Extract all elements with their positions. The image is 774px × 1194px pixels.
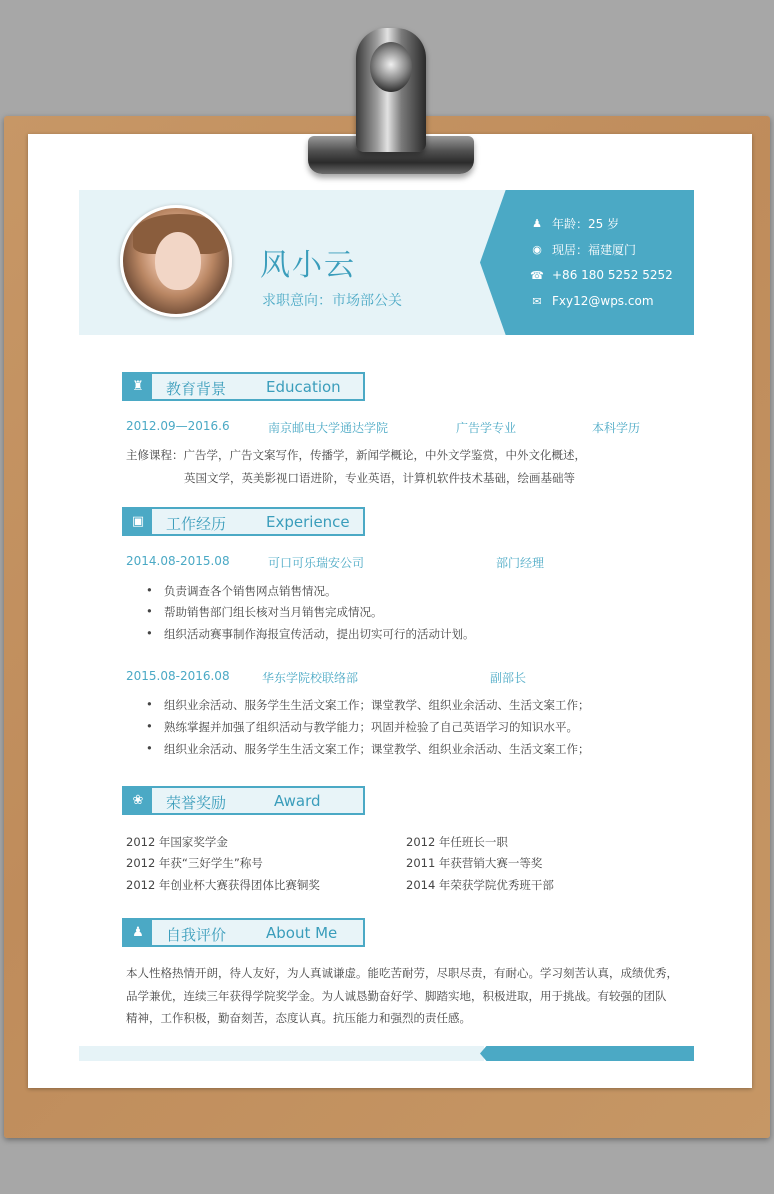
location-icon: ◉ [532, 242, 542, 256]
section-title-cn: 荣誉奖励 [166, 794, 227, 812]
job1-role: 部门经理 [496, 556, 545, 570]
contact-phone-text: +86 180 5252 5252 [552, 268, 673, 282]
contact-panel [480, 190, 694, 335]
award-item: 2014 年荣获学院优秀班干部 [406, 878, 554, 892]
education-school: 南京邮电大学通达学院 [268, 421, 389, 435]
section-awards [122, 786, 365, 815]
candidate-name: 风小云 [260, 248, 356, 283]
job1-period: 2014.08-2015.08 [126, 554, 230, 568]
list-item [146, 604, 383, 620]
phone-icon: ☎ [530, 268, 544, 282]
list-item [146, 697, 590, 713]
list-item-text: 帮助销售部门组长核对当月销售完成情况。 [164, 605, 383, 619]
contact-age-text: 年龄：25 岁 [552, 216, 620, 231]
award-item: 2012 年任班长一职 [406, 835, 508, 849]
leaf-icon: ❀ [124, 788, 152, 813]
section-education [122, 372, 365, 401]
education-courses-line2: 英国文学，英美影视口语进阶，专业英语，计算机软件技术基础，绘画基础等 [184, 471, 575, 485]
section-experience [122, 507, 365, 536]
education-period: 2012.09—2016.6 [126, 419, 230, 433]
list-item [146, 741, 590, 757]
section-title-en: Education [266, 378, 341, 396]
list-item-text: 负责调查各个销售网点销售情况。 [164, 584, 337, 598]
contact-email-text: Fxy12@wps.com [552, 294, 654, 308]
award-item: 2012 年获“三好学生”称号 [126, 856, 263, 870]
avatar [120, 205, 232, 317]
job2-company: 华东学院校联络部 [262, 671, 359, 685]
contact-phone [530, 265, 690, 285]
job2-role: 副部长 [490, 671, 527, 685]
contact-location [530, 239, 690, 259]
contact-email [530, 291, 690, 311]
section-about [122, 918, 365, 947]
about-line1: 本人性格热情开朗，待人友好，为人真诚谦虚。能吃苦耐劳，尽职尽责，有耐心。学习刻苦认真，成绩优秀， [126, 966, 678, 980]
person-icon: ♟ [124, 920, 152, 945]
education-degree: 本科学历 [592, 421, 641, 435]
footer-band-left [79, 1046, 484, 1061]
avatar-face [155, 232, 201, 290]
list-item [146, 583, 337, 599]
person-icon: ♟ [532, 216, 542, 230]
list-item-text: 组织业余活动、服务学生生活文案工作；课堂教学、组织业余活动、生活文案工作； [164, 742, 590, 756]
binder-clip-ring-icon [370, 42, 412, 92]
contact-location-text: 现居：福建厦门 [552, 242, 637, 257]
award-item: 2012 年国家奖学金 [126, 835, 228, 849]
section-title-cn: 教育背景 [166, 380, 227, 398]
section-title-en: Award [274, 792, 321, 810]
job1-company: 可口可乐瑞安公司 [268, 556, 365, 570]
section-title-en: Experience [266, 513, 350, 531]
graduation-cap-icon: ♜ [124, 374, 152, 399]
section-title-cn: 工作经历 [166, 515, 227, 533]
section-title-en: About Me [266, 924, 338, 942]
contact-age [530, 213, 690, 233]
education-major: 广告学专业 [456, 421, 517, 435]
about-line2: 品学兼优，连续三年获得学院奖学金。为人诚恳勤奋好学、脚踏实地，积极进取，用于挑战。有较强的团队 [126, 989, 667, 1003]
about-line3: 精神，工作积极，勤奋刻苦，态度认真。抗压能力和强烈的责任感。 [126, 1011, 471, 1025]
mail-icon: ✉ [532, 294, 542, 308]
list-item-text: 组织业余活动、服务学生生活文案工作；课堂教学、组织业余活动、生活文案工作； [164, 698, 590, 712]
list-item [146, 626, 475, 642]
section-title-cn: 自我评价 [166, 926, 227, 944]
award-item: 2011 年获营销大赛一等奖 [406, 856, 543, 870]
job-intent: 求职意向：市场部公关 [262, 293, 402, 309]
mouse-icon: ▣ [124, 509, 152, 534]
education-courses-line1: 主修课程：广告学，广告文案写作，传播学，新闻学概论，中外文学鉴赏，中外文化概述， [126, 448, 586, 462]
job2-period: 2015.08-2016.08 [126, 669, 230, 683]
list-item-text: 熟练掌握并加强了组织活动与教学能力；巩固并检验了自己英语学习的知识水平。 [164, 720, 578, 734]
footer-band-right [480, 1046, 694, 1061]
list-item [146, 719, 578, 735]
list-item-text: 组织活动赛事制作海报宣传活动，提出切实可行的活动计划。 [164, 627, 475, 641]
award-item: 2012 年创业杯大赛获得团体比赛铜奖 [126, 878, 320, 892]
